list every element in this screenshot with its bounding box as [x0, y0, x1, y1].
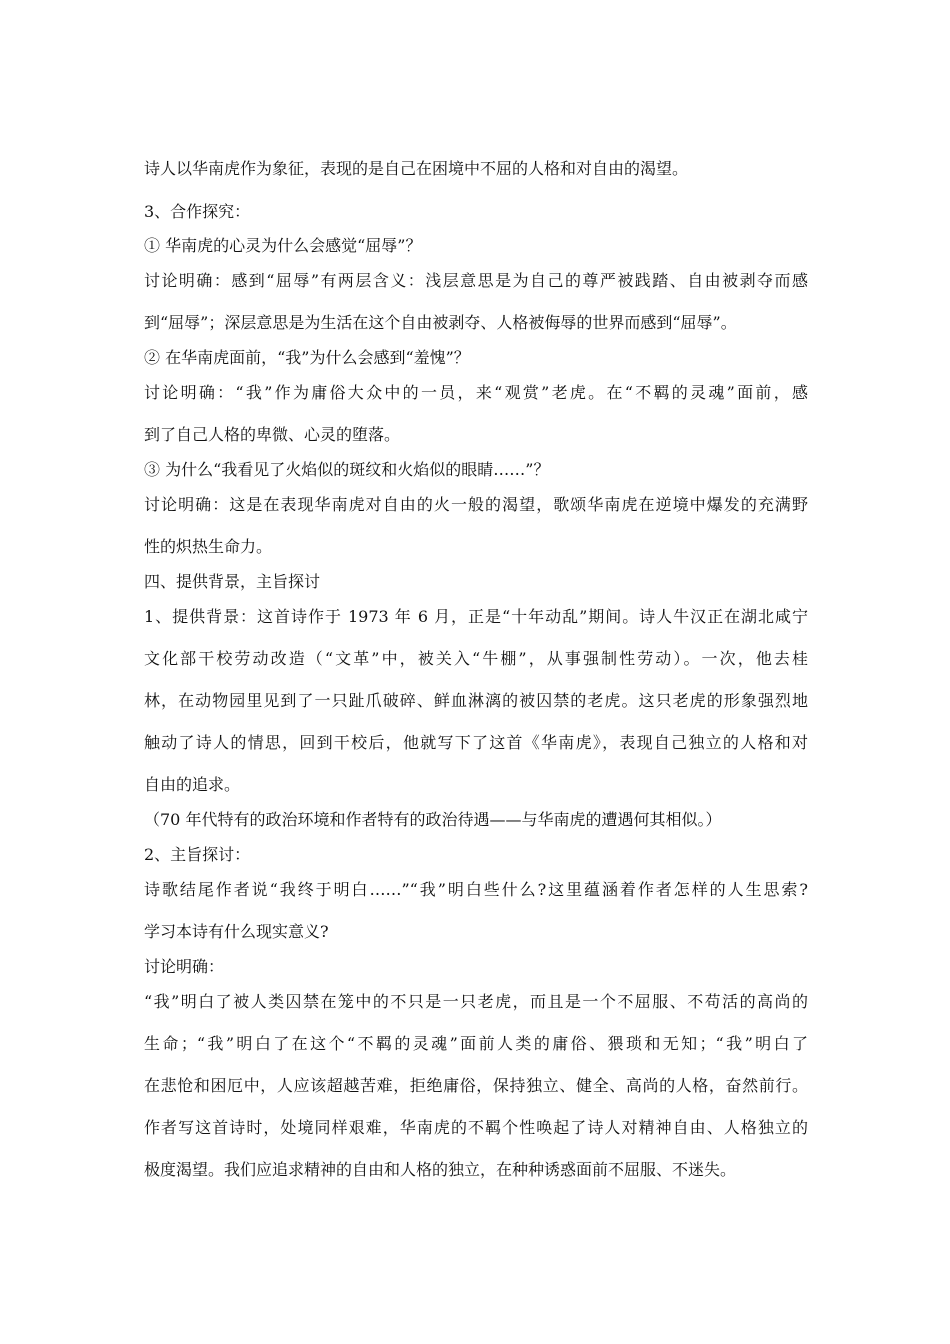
background-line-1: 1、提供背景：这首诗作于 1973 年 6 月，正是“十年动乱”期间。诗人牛汉正在湖北咸宁 — [144, 607, 808, 626]
answer-3-line-2: 性的炽热生命力。 — [144, 537, 273, 556]
answer-3-line-1: 讨论明确：这是在表现华南虎对自由的火一般的渴望，歌颂华南虎在逆境中爆发的充满野 — [144, 495, 808, 514]
discussion-label: 讨论明确： — [144, 957, 225, 976]
text-line-1: 诗人以华南虎作为象征，表现的是自己在困境中不屈的人格和对自由的渴望。 — [144, 159, 689, 178]
answer-2-line-1: 讨论明确：“我”作为庸俗大众中的一员，来“观赏”老虎。在“不羁的灵魂”面前，感 — [144, 383, 808, 402]
section-heading-cooperative-inquiry: 3、合作探究： — [144, 202, 251, 221]
answer-2-line-2: 到了自己人格的卑微、心灵的堕落。 — [144, 425, 401, 444]
background-line-2: 文化部干校劳动改造（“文革”中，被关入“牛棚”，从事强制性劳动）。一次，他去桂 — [144, 649, 808, 668]
theme-answer-line-1: “我”明白了被人类囚禁在笼中的不只是一只老虎，而且是一个不屈服、不苟活的高尚的 — [144, 992, 808, 1011]
theme-answer-line-2: 生命；“我”明白了在这个“不羁的灵魂”面前人类的庸俗、猥琐和无知；“我”明白了 — [144, 1034, 808, 1053]
background-line-3: 林，在动物园里见到了一只趾爪破碎、鲜血淋漓的被囚禁的老虎。这只老虎的形象强烈地 — [144, 691, 808, 710]
question-3: ③ 为什么“我看见了火焰似的斑纹和火焰似的眼睛……”？ — [144, 460, 550, 479]
theme-answer-line-5: 极度渴望。我们应追求精神的自由和人格的独立，在种种诱惑面前不屈服、不迷失。 — [144, 1160, 737, 1179]
background-line-4: 触动了诗人的情思，回到干校后，他就写下了这首《华南虎》，表现自己独立的人格和对 — [144, 733, 808, 752]
answer-1-line-2: 到“屈辱”；深层意思是为生活在这个自由被剥夺、人格被侮辱的世界而感到“屈辱”。 — [144, 313, 737, 332]
theme-question-line-1: 诗歌结尾作者说“我终于明白……”“我”明白些什么?这里蕴涵着作者怎样的人生思索? — [144, 880, 808, 899]
background-note: （70 年代特有的政治环境和作者特有的政治待遇——与华南虎的遭遇何其相似。） — [144, 810, 722, 829]
background-line-5: 自由的追求。 — [144, 775, 241, 794]
section-heading-theme: 2、主旨探讨： — [144, 845, 251, 864]
question-2: ② 在华南虎面前，“我”为什么会感到“羞愧”？ — [144, 348, 470, 367]
section-heading-background: 四、提供背景，主旨探讨 — [144, 572, 321, 591]
question-1: ① 华南虎的心灵为什么会感觉“屈辱”？ — [144, 236, 422, 255]
answer-1-line-1: 讨论明确：感到“屈辱”有两层含义：浅层意思是为自己的尊严被践踏、自由被剥夺而感 — [144, 271, 808, 290]
theme-answer-line-3: 在悲怆和困厄中，人应该超越苦难，拒绝庸俗，保持独立、健全、高尚的人格，奋然前行。 — [144, 1076, 808, 1095]
theme-question-line-2: 学习本诗有什么现实意义? — [144, 922, 329, 941]
theme-answer-line-4: 作者写这首诗时，处境同样艰难，华南虎的不羁个性唤起了诗人对精神自由、人格独立的 — [144, 1118, 808, 1137]
